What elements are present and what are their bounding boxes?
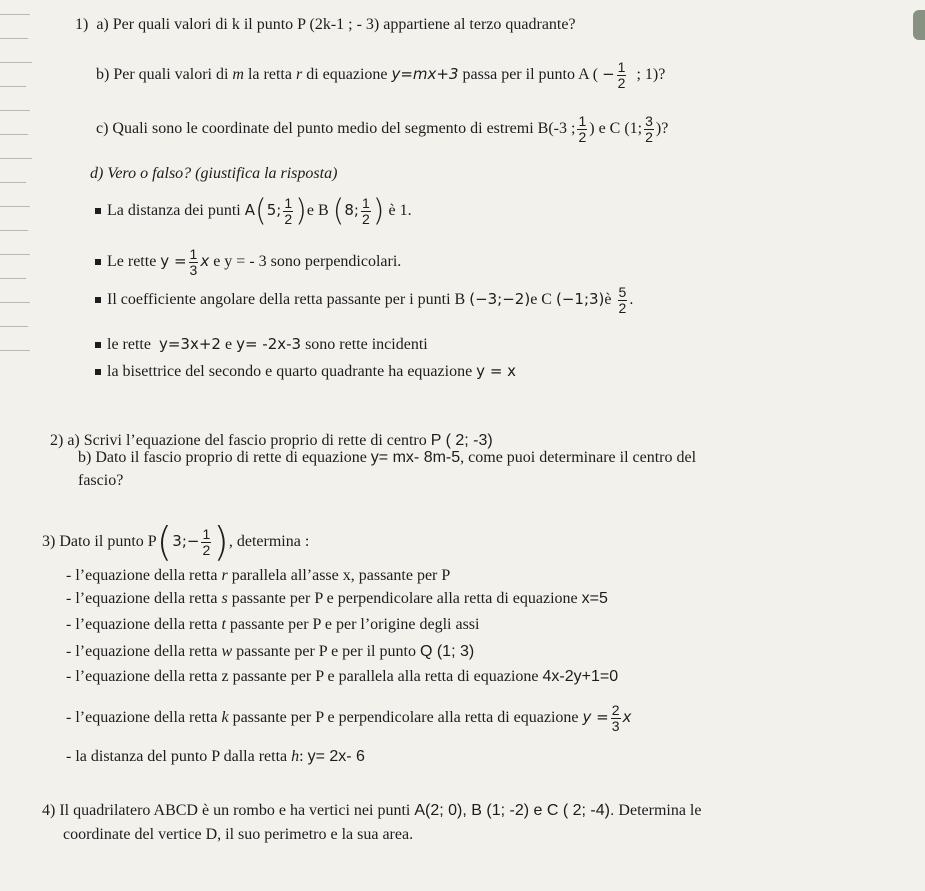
q1a-line: 1) a) Per quali valori di k il punto P (2k-1 ; - 3) appartiene al terzo quadrante?	[75, 16, 576, 33]
q3-item-r: - l’equazione della retta r parallela all’asse x, passante per P	[66, 567, 451, 584]
q1d-item-4: le rette y=3x+2 e y= -2x-3 sono rette incidenti	[95, 333, 428, 356]
q1d-item-1: La distanza dei punti A(5; $\frac{1}{2}$ )e B (8; $\frac{1}{2}$ ) è 1.	[95, 195, 412, 227]
q1d-title: d) Vero o falso? (giustifica la risposta)	[90, 165, 338, 182]
q2a-line: 2) a) Scrivi l’equazione del fascio proprio di rette di centro P ( 2; -3)	[50, 432, 493, 449]
q2b-line: b) Dato il fascio proprio di rette di equazione y= mx- 8m-5, come puoi determinare il centro del	[78, 449, 697, 466]
q3-item-s: - l’equazione della retta s passante per P e perpendicolare alla retta di equazione x=5	[66, 590, 608, 607]
bullet-icon	[95, 259, 101, 265]
bullet-icon	[95, 297, 101, 303]
q3-item-h: - la distanza del punto P dalla retta h: y= 2x- 6	[66, 748, 365, 765]
q1d-item-3: Il coefficiente angolare della retta passante per i punti B (−3;−2)e C (−1;3)è $\frac{5}{2}$ .	[95, 284, 633, 316]
q3-item-z: - l’equazione della retta z passante per P e parallela alla retta di equazione 4x-2y+1=0	[66, 668, 619, 685]
bullet-icon	[95, 208, 101, 214]
q2b-continuation: fascio?	[78, 472, 124, 489]
bullet-icon	[95, 342, 101, 348]
q4-line-1: 4) Il quadrilatero ABCD è un rombo e ha vertici nei punti A(2; 0), B (1; -2) e C ( 2; -4). Determina le	[42, 802, 702, 819]
q4-line-2: coordinate del vertice D, il suo perimetro e la sua area.	[63, 826, 414, 843]
corner-decoration	[913, 10, 925, 40]
notebook-margin-lines	[0, 0, 40, 891]
q1d-item-5: la bisettrice del secondo e quarto quadrante ha equazione y = x	[95, 360, 516, 383]
bullet-icon	[95, 369, 101, 375]
q3-intro: 3) Dato il punto P(3;− $\frac{1}{2}$ ), determina :	[42, 519, 310, 566]
q1c-line: c) Quali sono le coordinate del punto medio del segmento di estremi B(-3 ; $\frac{1}{2}$ ) e C (1; $\frac{3}{2}$ )?	[96, 113, 669, 145]
q1d-item-2: Le rette y = $\frac{1}{3}$ x e y = - 3 sono perpendicolari.	[95, 246, 401, 278]
q3-item-w: - l’equazione della retta w passante per P e per il punto Q (1; 3)	[66, 643, 475, 660]
q1b-line: b) Per quali valori di m la retta r di equazione y=mx+3 passa per il punto A ( − $\frac{1}{2}$ ; 1)?	[96, 59, 666, 91]
q3-item-t: - l’equazione della retta t passante per P e per l’origine degli assi	[66, 616, 480, 633]
q3-item-k: - l’equazione della retta k passante per P e perpendicolare alla retta di equazione y = $\frac{2}{3}$ x	[66, 701, 632, 734]
